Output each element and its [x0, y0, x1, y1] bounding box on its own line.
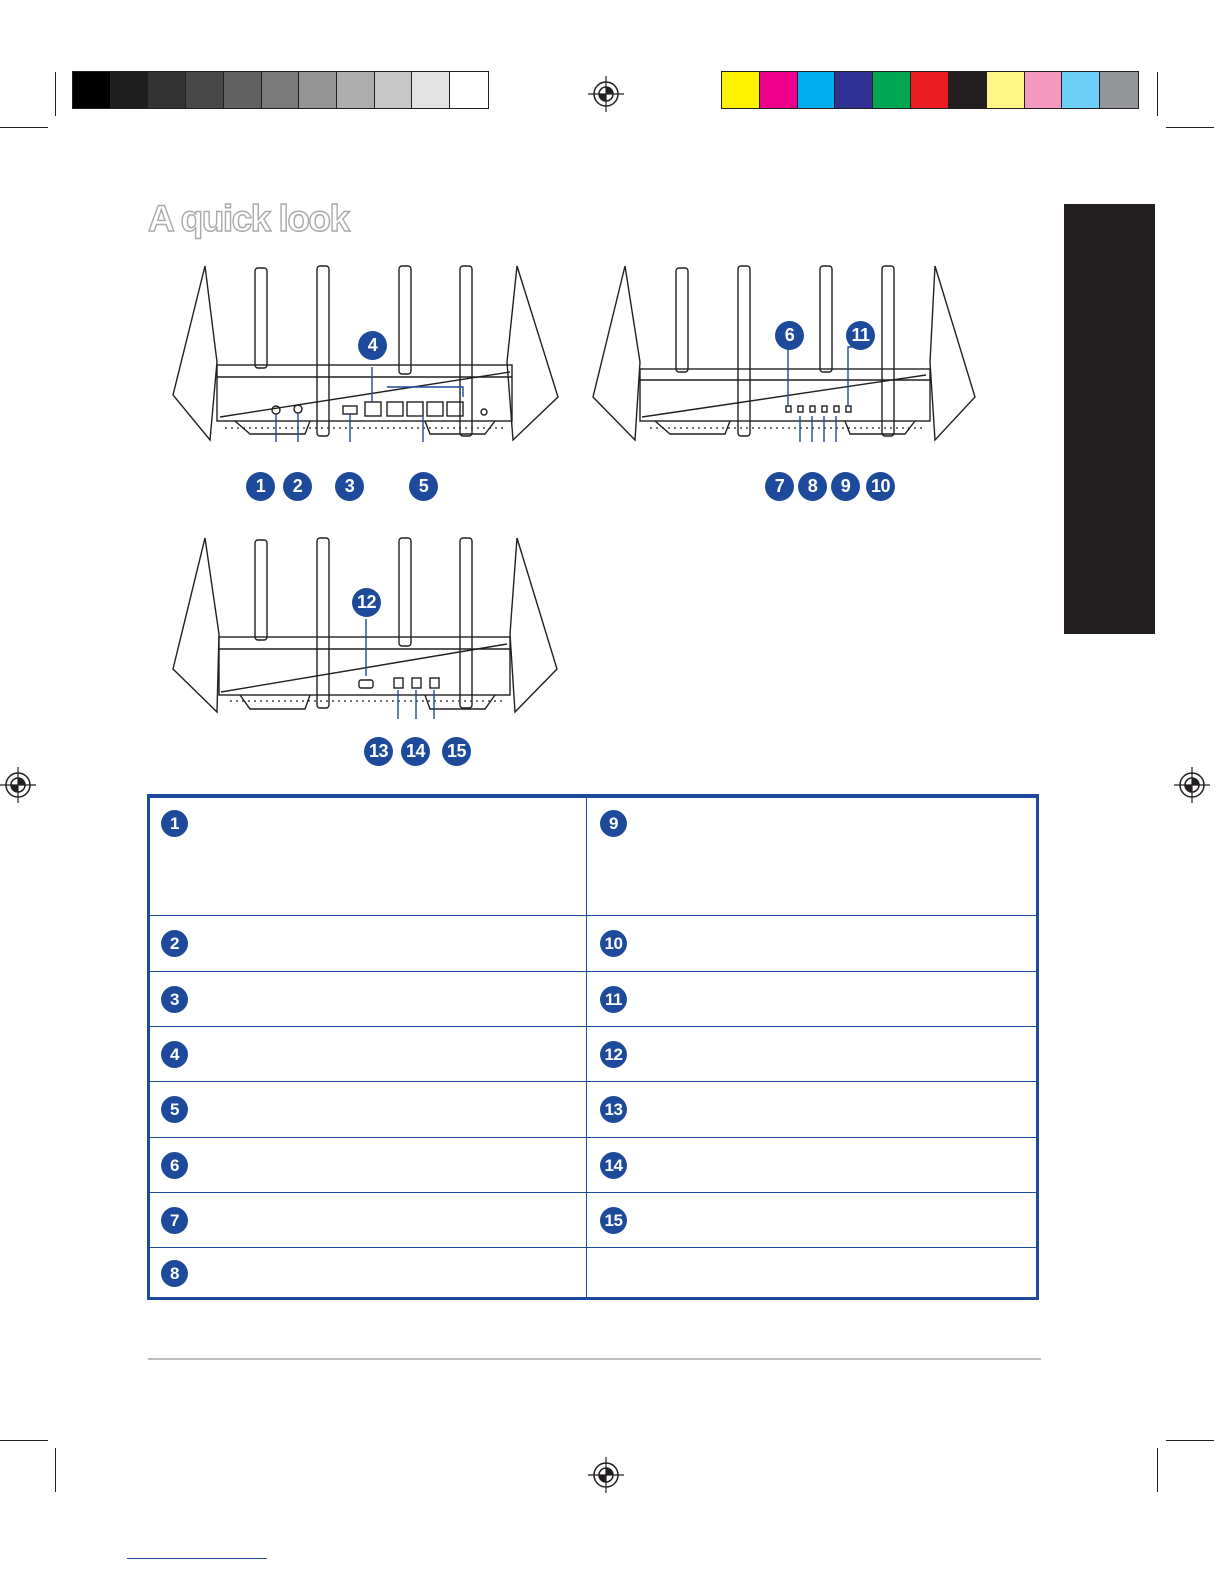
table-number-badge: 4 — [161, 1041, 188, 1068]
color-swatch — [798, 72, 836, 108]
table-number-badge: 1 — [161, 810, 188, 837]
table-row — [150, 971, 1036, 1026]
color-swatch — [262, 72, 300, 108]
crop-mark — [1166, 127, 1214, 128]
callout-badge: 7 — [765, 472, 794, 501]
table-number-badge: 13 — [600, 1096, 627, 1123]
color-swatch — [412, 72, 450, 108]
table-row — [150, 1026, 1036, 1081]
crop-mark — [55, 1448, 56, 1492]
registration-target-icon — [1174, 767, 1210, 803]
color-swatch — [1025, 72, 1063, 108]
crop-mark — [1166, 1440, 1214, 1441]
crop-mark — [1157, 1448, 1158, 1492]
table-number-badge: 6 — [161, 1152, 188, 1179]
callout-badge: 9 — [831, 472, 860, 501]
callout-badge: 15 — [442, 737, 471, 766]
page-title: A quick look — [148, 198, 349, 239]
color-swatch — [337, 72, 375, 108]
color-swatch — [450, 72, 488, 108]
callout-badge: 2 — [283, 472, 312, 501]
table-number-badge: 2 — [161, 930, 188, 957]
color-swatch — [186, 72, 224, 108]
table-row — [150, 1081, 1036, 1137]
callout-badge: 3 — [335, 472, 364, 501]
process-color-bar — [721, 71, 1139, 109]
table-number-badge: 12 — [600, 1041, 627, 1068]
language-side-tab — [1064, 204, 1155, 634]
footer-link-underline — [127, 1558, 267, 1559]
color-swatch — [111, 72, 149, 108]
callout-badge: 6 — [775, 321, 804, 350]
callout-badge: 12 — [352, 588, 381, 617]
table-row — [150, 1247, 1036, 1300]
callout-badge: 1 — [246, 472, 275, 501]
callout-badge: 14 — [401, 737, 430, 766]
color-swatch — [299, 72, 337, 108]
callout-badge: 10 — [866, 472, 895, 501]
color-swatch — [949, 72, 987, 108]
table-row — [150, 797, 1036, 915]
callout-badge: 4 — [358, 331, 387, 360]
registration-target-icon — [588, 76, 624, 112]
color-swatch — [73, 72, 111, 108]
color-swatch — [148, 72, 186, 108]
table-row — [150, 1192, 1036, 1247]
color-swatch — [760, 72, 798, 108]
callout-badge: 5 — [409, 472, 438, 501]
table-number-badge: 7 — [161, 1207, 188, 1234]
callout-badge: 8 — [798, 472, 827, 501]
crop-mark — [1157, 72, 1158, 116]
component-table — [147, 794, 1039, 1300]
table-number-badge: 14 — [600, 1152, 627, 1179]
router-led-figure — [590, 262, 990, 442]
color-swatch — [375, 72, 413, 108]
callout-badge: 13 — [364, 737, 393, 766]
callout-badge: 11 — [846, 321, 875, 350]
color-swatch — [835, 72, 873, 108]
table-row — [150, 1137, 1036, 1192]
table-number-badge: 9 — [600, 810, 627, 837]
registration-target-icon — [588, 1457, 624, 1493]
table-number-badge: 15 — [600, 1207, 627, 1234]
crop-mark — [55, 72, 56, 116]
color-swatch — [911, 72, 949, 108]
color-swatch — [1062, 72, 1100, 108]
crop-mark — [0, 127, 48, 128]
footer-rule — [148, 1358, 1041, 1360]
table-number-badge: 5 — [161, 1096, 188, 1123]
table-number-badge: 10 — [600, 930, 627, 957]
table-number-badge: 11 — [600, 986, 627, 1013]
table-number-badge: 3 — [161, 986, 188, 1013]
color-swatch — [224, 72, 262, 108]
registration-target-icon — [0, 767, 36, 803]
color-swatch — [1100, 72, 1138, 108]
color-swatch — [722, 72, 760, 108]
table-row — [150, 915, 1036, 971]
grayscale-color-bar — [72, 71, 489, 109]
crop-mark — [0, 1440, 48, 1441]
color-swatch — [987, 72, 1025, 108]
router-buttons-figure — [165, 534, 565, 719]
table-number-badge: 8 — [161, 1260, 188, 1287]
color-swatch — [873, 72, 911, 108]
